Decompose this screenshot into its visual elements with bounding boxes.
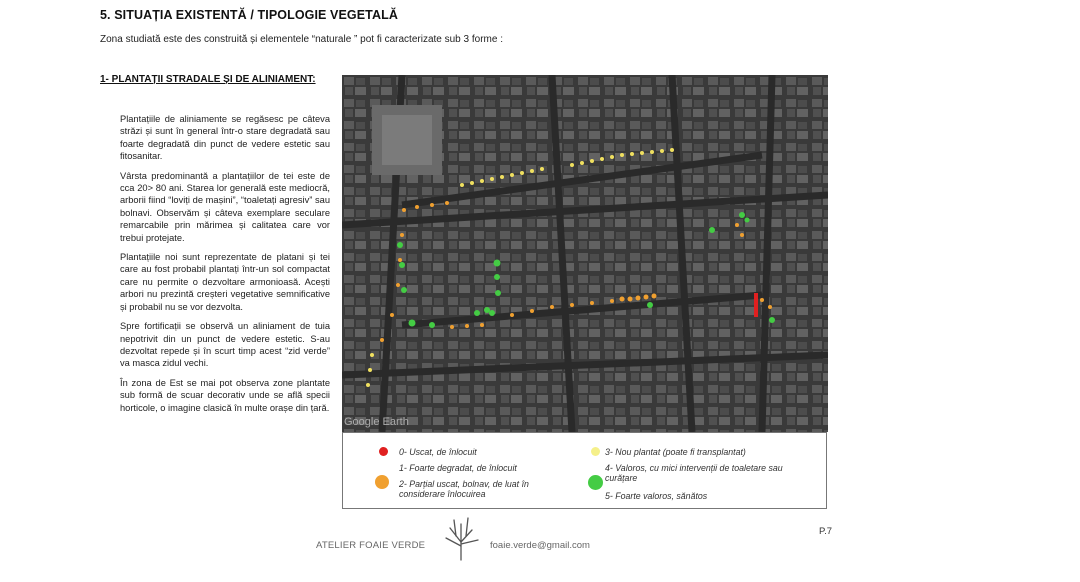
aerial-map-image [342,75,828,432]
legend-item-2: 2- Parțial uscat, bolnav, de luat în considerare înlocuirea [399,479,529,499]
paragraph-5: În zona de Est se mai pot observa zone plantate sub formă de scuar decorativ unde se află specii horticole, o imagine clasică în multe orașe din țară. [120,377,330,413]
legend-item-5: 5- Foarte valoros, sănătos [605,491,708,501]
paragraph-1: Plantațiile de aliniamente se regăsesc pe câteva străzi și sunt în general într-o stare degradată sau foarte degradată din punct de vedere estetic sau fitosanitar. [120,114,330,162]
section-heading: 1- PLANTAȚII STRADALE ȘI DE ALINIAMENT: [100,74,316,85]
email-link[interactable]: foaie.verde@gmail.com [490,540,590,551]
paragraph-2: Vârsta predominantă a plantațiilor de tei este de cca 20> 80 ani. Starea lor generală este mediocră, arborii fiind “loviți de mașini”, “toaletați agresiv” sau bolnavi. Observăm și câteva exemplare seculare remarcabile prin mărimea și calitatea care vor trebui protejate. [120,170,330,243]
intro-text: Zona studiată este des construită și elementele “naturale ” pot fi caracterizate sub 3 forme : [100,34,503,45]
legend-dot-red [379,447,388,456]
legend-item-4: 4- Valoros, cu mici intervenții de toaletare sau curățare [605,463,783,483]
legend-dot-green [588,475,603,490]
map-watermark: Google Earth [344,416,409,428]
studio-name: ATELIER FOAIE VERDE [316,540,426,551]
paragraph-4: Spre fortificații se observă un aliniament de tuia nepotrivit din un punct de vedere estetic. S-au dezvoltat repede și în scurt timp acest “zid verde” va masca zidul vechi. [120,321,330,369]
legend-item-1: 1- Foarte degradat, de înlocuit [399,463,517,473]
page-title: 5. SITUAȚIA EXISTENTĂ / TIPOLOGIE VEGETALĂ [100,8,398,22]
paragraph-3: Plantațiile noi sunt reprezentate de platani și tei care au fost probabil plantați într-un sol compactat care nu permite o dezvoltare armonioasă. Acești arbori nu prezintă creșteri vegetative semnificative și probabil nu se vor dezvolta. [120,252,330,312]
legend-dot-orange [375,475,389,489]
tree-icon [436,512,486,562]
legend-box [342,432,827,509]
legend-item-0: 0- Uscat, de înlocuit [399,447,477,457]
legend-dot-yellow [591,447,600,456]
legend-item-3: 3- Nou plantat (poate fi transplantat) [605,447,746,457]
aerial-map [342,75,828,432]
body-text [120,113,330,421]
page-number: P.7 [819,526,833,537]
